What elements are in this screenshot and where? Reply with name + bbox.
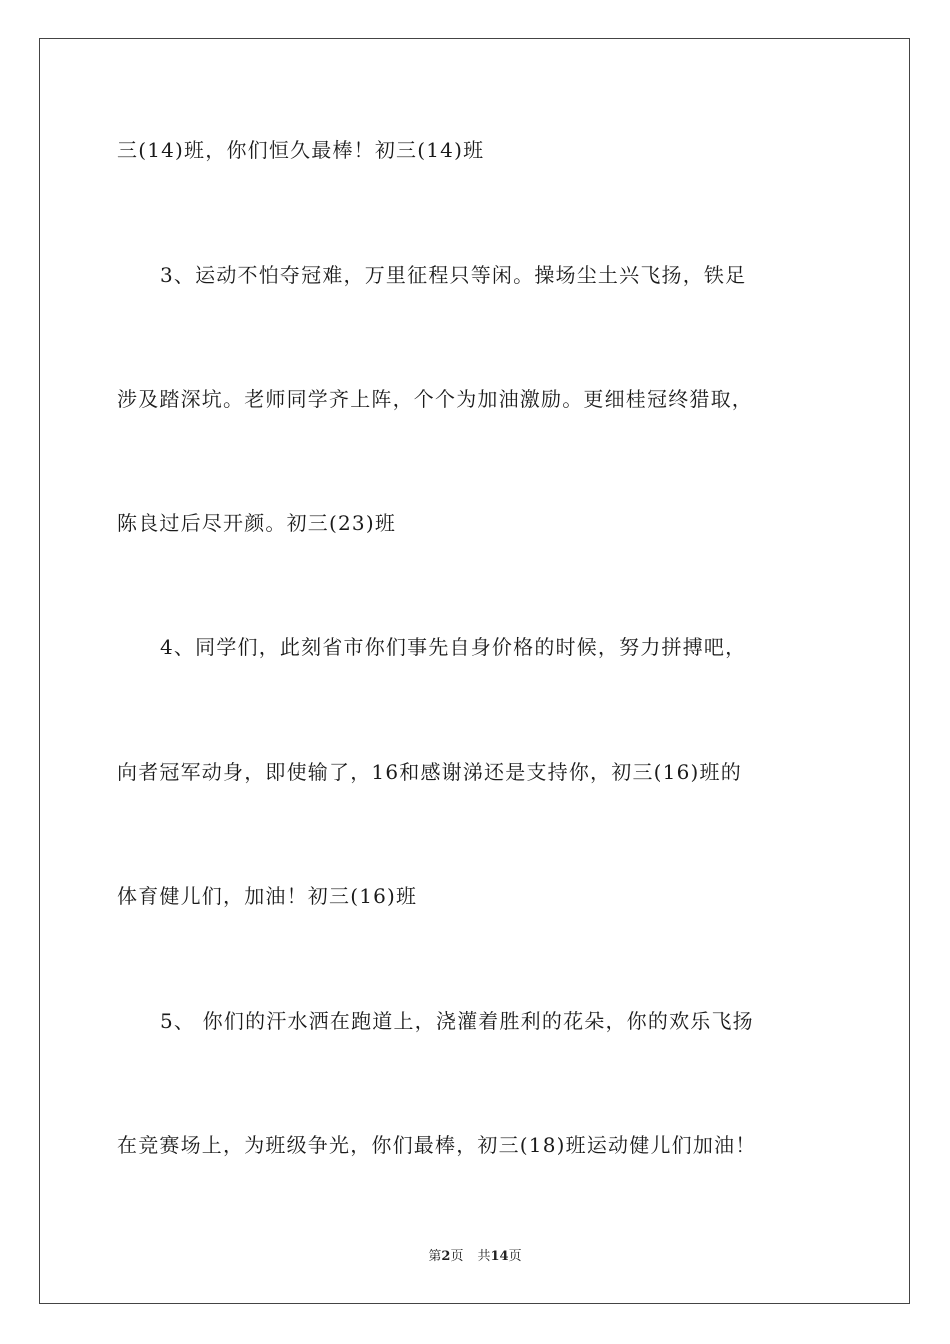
page-number: 2 — [441, 1249, 451, 1264]
total-suffix: 页 — [508, 1249, 522, 1264]
text-line-8: 5、 你们的汗水洒在跑道上，浇灌着胜利的花朵，你的欢乐飞扬 — [160, 1009, 754, 1033]
page-border — [39, 38, 910, 1304]
text-line-2: 3、运动不怕夺冠难，万里征程只等闲。操场尘土兴飞扬，铁足 — [160, 263, 747, 287]
page-prefix: 第 — [428, 1249, 442, 1264]
text-line-4: 陈良过后尽开颜。初三(23)班 — [117, 511, 397, 535]
total-prefix: 共 — [477, 1249, 491, 1264]
text-line-5: 4、同学们，此刻省市你们事先自身价格的时候，努力拼搏吧， — [160, 635, 747, 659]
page-suffix: 页 — [450, 1249, 464, 1264]
text-line-1: 三(14)班，你们恒久最棒！初三(14)班 — [117, 138, 485, 162]
text-line-7: 体育健儿们，加油！初三(16)班 — [117, 884, 418, 908]
text-line-3: 涉及踏深坑。老师同学齐上阵，个个为加油激励。更细桂冠终猎取， — [117, 387, 753, 411]
page-footer — [0, 1249, 950, 1265]
text-line-6: 向者冠军动身，即使输了，16和感谢涕还是支持你，初三(16)班的 — [117, 760, 742, 784]
text-line-9: 在竞赛场上，为班级争光，你们最棒，初三(18)班运动健儿们加油！ — [117, 1133, 757, 1157]
total-pages: 14 — [490, 1249, 509, 1264]
